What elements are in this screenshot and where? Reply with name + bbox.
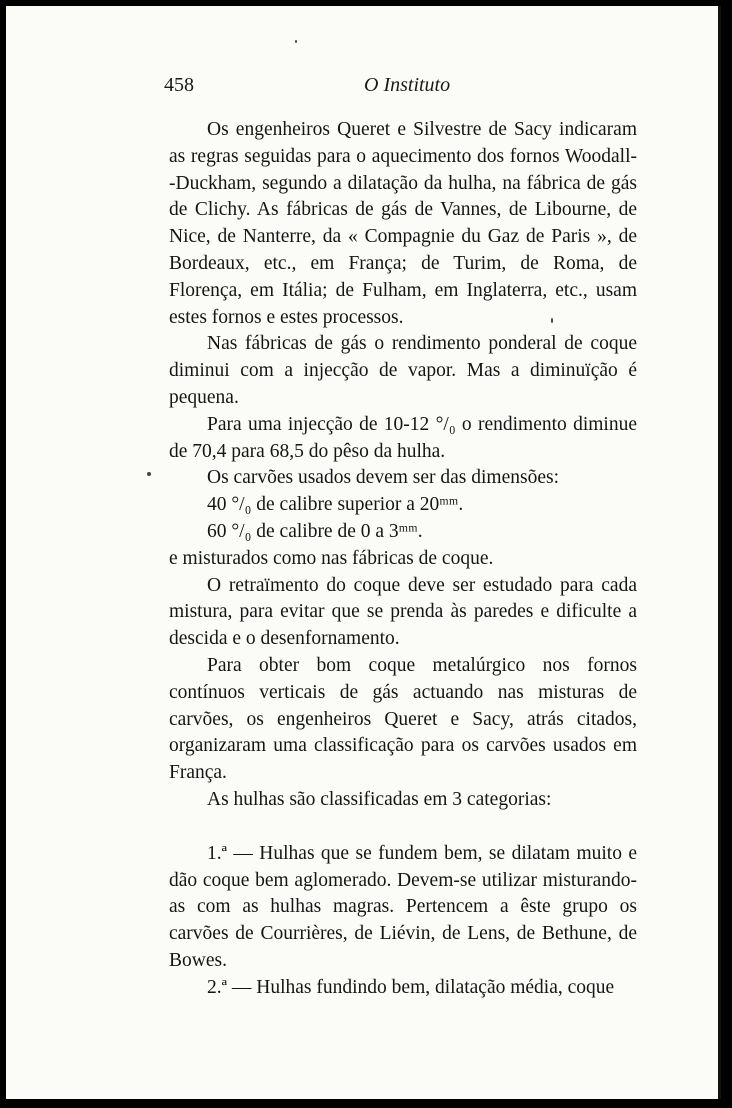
- dimension-line: 40 °/₀ de calibre superior a 20ᵐᵐ.: [207, 494, 464, 516]
- scan-speck: [295, 40, 297, 43]
- paragraph-gap: [169, 814, 637, 841]
- paragraph-categories: As hulhas são classificadas em 3 categorias:: [207, 788, 552, 810]
- paragraph-shrinkage: O retraïmento do coque deve ser estudado para cada mistura, para evitar que se prenda às paredes e dificulte a descida e o desenfornamento.: [169, 574, 637, 650]
- page-header: [164, 74, 634, 102]
- paragraph-steam-injection: Nas fábricas de gás o rendimento ponderal de coque diminui com a injecção de vapor. Mas a diminuïção é pequena.: [169, 333, 637, 408]
- category-2: 2.ª — Hulhas fundindo bem, dilatação média, coque: [207, 976, 615, 998]
- paragraph-mixed: e misturados como nas fábricas de coque.: [169, 547, 494, 569]
- running-title: O Instituto: [364, 74, 451, 96]
- body-text: [169, 117, 637, 1002]
- scanned-page: [6, 6, 721, 1099]
- paragraph-classification: Para obter bom coque metalúrgico nos fornos contínuos verticais de gás actuando nas misturas de carvões, os engenheiros Queret e Sacy, atrás citados, organizaram uma classificação para os carvões usados em França.: [169, 654, 637, 784]
- dimension-line: 60 °/₀ de calibre de 0 a 3ᵐᵐ.: [207, 520, 423, 542]
- scan-speck: [551, 318, 553, 323]
- scan-speck: [147, 472, 151, 476]
- category-1: 1.ª — Hulhas que se fundem bem, se dilatam muito e dão coque bem aglomerado. Devem-se utilizar misturando-as com as hulhas magras. Pertencem a êste grupo os carvões de Courrières, de Liévin, de Lens, de Bethune, de Bowes.: [169, 842, 637, 971]
- paragraph-coke-ovens: Os engenheiros Queret e Silvestre de Sacy indicaram as regras seguidas para o aquecimento dos fornos Woodall--Duckham, segundo a dilatação da hulha, na fábrica de gás de Clichy. As fábricas de gás de Vannes, de Libourne, de Nice, de Nanterre, da « Compagnie du Gaz de Paris », de Bordeaux, etc., em França; de Turim, de Roma, de Florença, em Itália; de Fulham, em Inglaterra, etc., usam estes fornos e estes processos.: [169, 119, 637, 328]
- paragraph-yield: Para uma injecção de 10-12 °/₀ o rendimento diminue de 70,4 para 68,5 do pêso da hulha.: [169, 413, 637, 462]
- paragraph-coal-dimensions: Os carvões usados devem ser das dimensões:: [207, 467, 559, 489]
- page-number: 458: [164, 74, 194, 96]
